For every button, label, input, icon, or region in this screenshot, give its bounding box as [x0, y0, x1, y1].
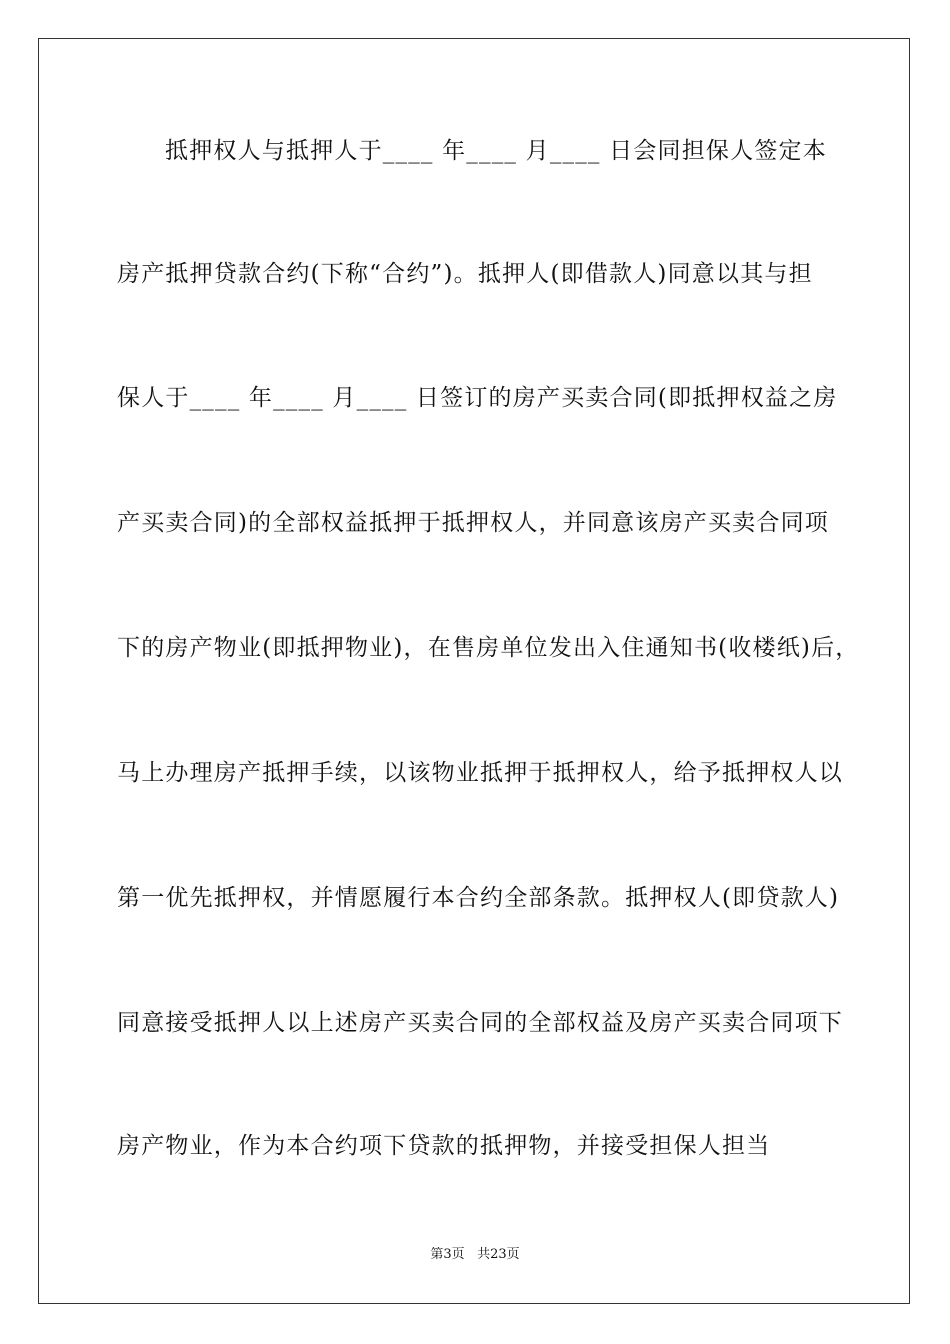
body-line-7: 第一优先抵押权，并情愿履行本合约全部条款。抵押权人(即贷款人)	[117, 885, 840, 911]
page-frame	[38, 38, 910, 1304]
page-footer	[0, 1246, 950, 1264]
body-line-9: 房产物业，作为本合约项下贷款的抵押物，并接受担保人担当	[117, 1133, 771, 1159]
total-pages: 共23页	[477, 1247, 520, 1262]
body-line-1: 抵押权人与抵押人于____ 年____ 月____ 日会同担保人签定本	[165, 138, 827, 164]
body-line-3: 保人于____ 年____ 月____ 日签订的房产买卖合同(即抵押权益之房	[117, 385, 838, 411]
page-number: 第3页	[430, 1247, 465, 1262]
body-line-6: 马上办理房产抵押手续，以该物业抵押于抵押权人，给予抵押权人以	[117, 760, 843, 786]
body-line-8: 同意接受抵押人以上述房产买卖合同的全部权益及房产买卖合同项下	[117, 1010, 843, 1036]
body-line-4: 产买卖合同)的全部权益抵押于抵押权人，并同意该房产买卖合同项	[117, 510, 829, 536]
body-line-2: 房产抵押贷款合约(下称“合约”)。抵押人(即借款人)同意以其与担	[117, 261, 813, 287]
body-line-5: 下的房产物业(即抵押物业)，在售房单位发出入住通知书(收楼纸)后，	[117, 635, 860, 661]
